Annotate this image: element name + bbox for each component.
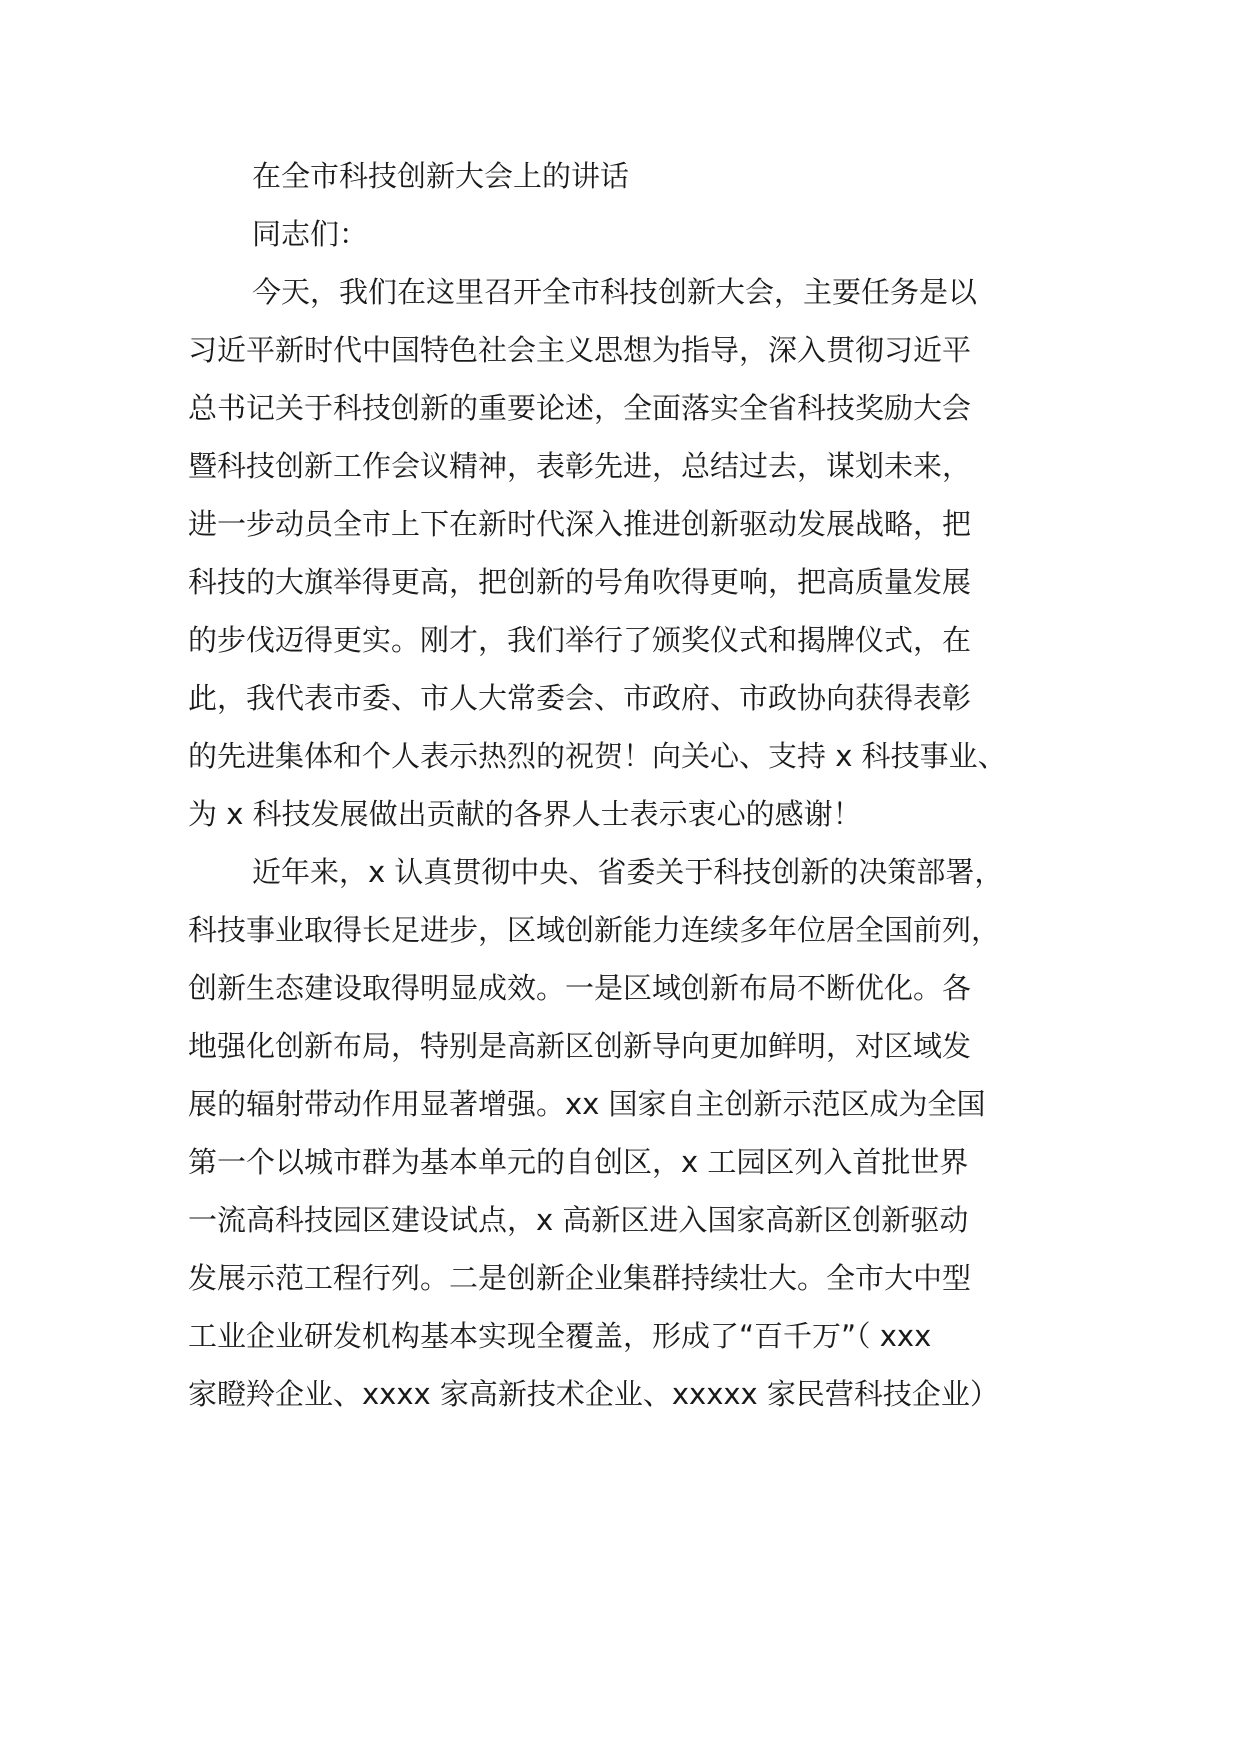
text-line: 展的辐射带动作用显著增强。xx 国家自主创新示范区成为全国 <box>188 1087 986 1121</box>
text-line: 此，我代表市委、市人大常委会、市政府、市政协向获得表彰 <box>188 681 972 715</box>
text-line: 暨科技创新工作会议精神，表彰先进，总结过去，谋划未来， <box>188 449 972 483</box>
text-line: 第一个以城市群为基本单元的自创区，x 工园区列入首批世界 <box>188 1145 969 1179</box>
text-line: 近年来，x 认真贯彻中央、省委关于科技创新的决策部署， <box>252 855 1004 889</box>
text-line: 工业企业研发机构基本实现全覆盖，形成了“百千万”（ xxx <box>188 1319 932 1353</box>
text-line: 地强化创新布局，特别是高新区创新导向更加鲜明，对区域发 <box>188 1029 972 1063</box>
text-line: 家瞪羚企业、xxxx 家高新技术企业、xxxxx 家民营科技企业） <box>188 1377 999 1411</box>
text-line: 总书记关于科技创新的重要论述，全面落实全省科技奖励大会 <box>188 391 972 425</box>
text-line: 为 x 科技发展做出贡献的各界人士表示衷心的感谢！ <box>188 797 862 831</box>
text-line: 科技的大旗举得更高，把创新的号角吹得更响，把高质量发展 <box>188 565 972 599</box>
text-line: 习近平新时代中国特色社会主义思想为指导，深入贯彻习近平 <box>188 333 972 367</box>
text-line: 一流高科技园区建设试点，x 高新区进入国家高新区创新驱动 <box>188 1203 969 1237</box>
text-line: 的步伐迈得更实。刚才，我们举行了颁奖仪式和揭牌仪式，在 <box>188 623 972 657</box>
document-title: 在全市科技创新大会上的讲话 <box>252 159 630 193</box>
text-line: 发展示范工程行列。二是创新企业集群持续壮大。全市大中型 <box>188 1261 972 1295</box>
text-line: 进一步动员全市上下在新时代深入推进创新驱动发展战略，把 <box>188 507 972 541</box>
text-line: 的先进集体和个人表示热烈的祝贺！向关心、支持 x 科技事业、 <box>188 739 1007 773</box>
text-line: 创新生态建设取得明显成效。一是区域创新布局不断优化。各 <box>188 971 972 1005</box>
text-line: 科技事业取得长足进步，区域创新能力连续多年位居全国前列， <box>188 913 1001 947</box>
text-line: 今天，我们在这里召开全市科技创新大会，主要任务是以 <box>252 275 978 309</box>
salutation: 同志们： <box>252 217 369 251</box>
